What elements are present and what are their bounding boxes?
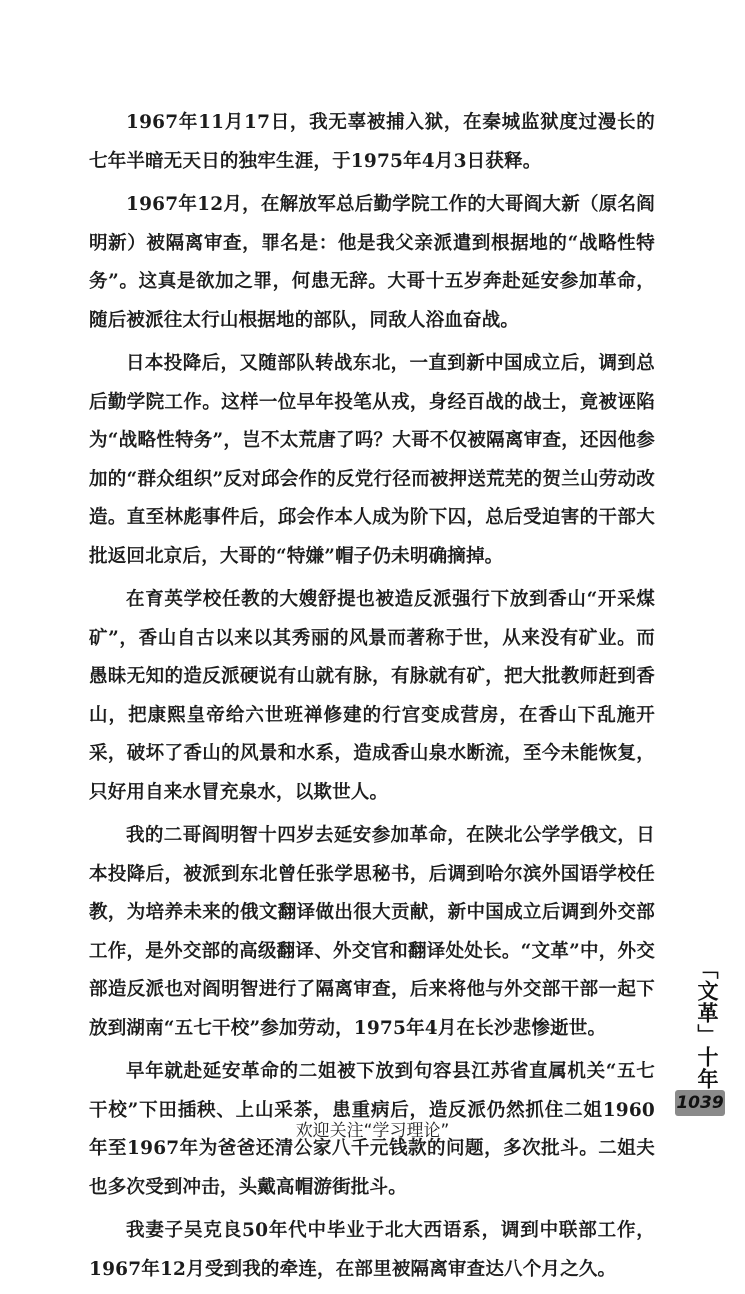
paragraph-7: 我妻子吴克良50年代中毕业于北大西语系，调到中联部工作，1967年12月受到我的牵连，在部里被隔离审查达八个月之久。 <box>89 1220 655 1280</box>
paragraph-5: 我的二哥阎明智十四岁去延安参加革命，在陕北公学学俄文，日本投降后，被派到东北曾任张学思秘书，后调到哈尔滨外国语学校任教，为培养未来的俄文翻译做出很大贡献，新中国成立后调到外交部工作，是外交部的高级翻译、外交官和翻译处处长。“文革”中，外交部造反派也对阎明智进行了隔离审查，后来将他与外交部干部一起下放到湖南“五七干校”参加劳动，1975年4月在长沙悲惨逝世。 <box>89 825 655 1039</box>
paragraph-4: 在育英学校任教的大嫂舒提也被造反派强行下放到香山“开采煤矿”，香山自古以来以其秀丽的风景而著称于世，从来没有矿业。而愚昧无知的造反派硬说有山就有脉，有脉就有矿，把大批教师赶到香山，把康熙皇帝给六世班禅修建的行宫变成营房，在香山下乱施开采，破坏了香山的风景和水系，造成香山泉水断流，至今未能恢复，只好用自来水冒充泉水，以欺世人。 <box>89 589 655 803</box>
paragraph-6: 早年就赴延安革命的二姐被下放到句容县江苏省直属机关“五七干校”下田插秧、上山采茶，患重病后，造反派仍然抓住二姐1960年至1967年为爸爸还清公家八千元钱款的问题，多次批斗。二姐夫也多次受到冲击，头戴高帽游街批斗。 <box>89 1061 655 1198</box>
paragraph-1: 1967年11月17日，我无辜被捕入狱，在秦城监狱度过漫长的七年半暗无天日的独牢生涯，于1975年4月3日获释。 <box>89 112 655 172</box>
watermark-caption: 欢迎关注“学习理论” <box>295 1121 450 1141</box>
paragraph-3: 日本投降后，又随部队转战东北，一直到新中国成立后，调到总后勤学院工作。这样一位早年投笔从戎，身经百战的战士，竟被诬陷为“战略性特务”，岂不太荒唐了吗？大哥不仅被隔离审查，还因他参加的“群众组织”反对邱会作的反党行径而被押送荒芜的贺兰山劳动改造。直至林彪事件后，邱会作本人成为阶下囚，总后受迫害的干部大批返回北京后，大哥的“特嫌”帽子仍未明确摘掉。 <box>89 353 655 567</box>
paragraph-2: 1967年12月，在解放军总后勤学院工作的大哥阎大新（原名阎明新）被隔离审查，罪名是：他是我父亲派遣到根据地的“战略性特务”。这真是欲加之罪，何患无辞。大哥十五岁奔赴延安参加革命，随后被派往太行山根据地的部队，同敌人浴血奋战。 <box>89 194 655 331</box>
running-section-title: 「文革」十年 <box>695 958 720 1090</box>
page-number: 1039 <box>675 1090 725 1116</box>
